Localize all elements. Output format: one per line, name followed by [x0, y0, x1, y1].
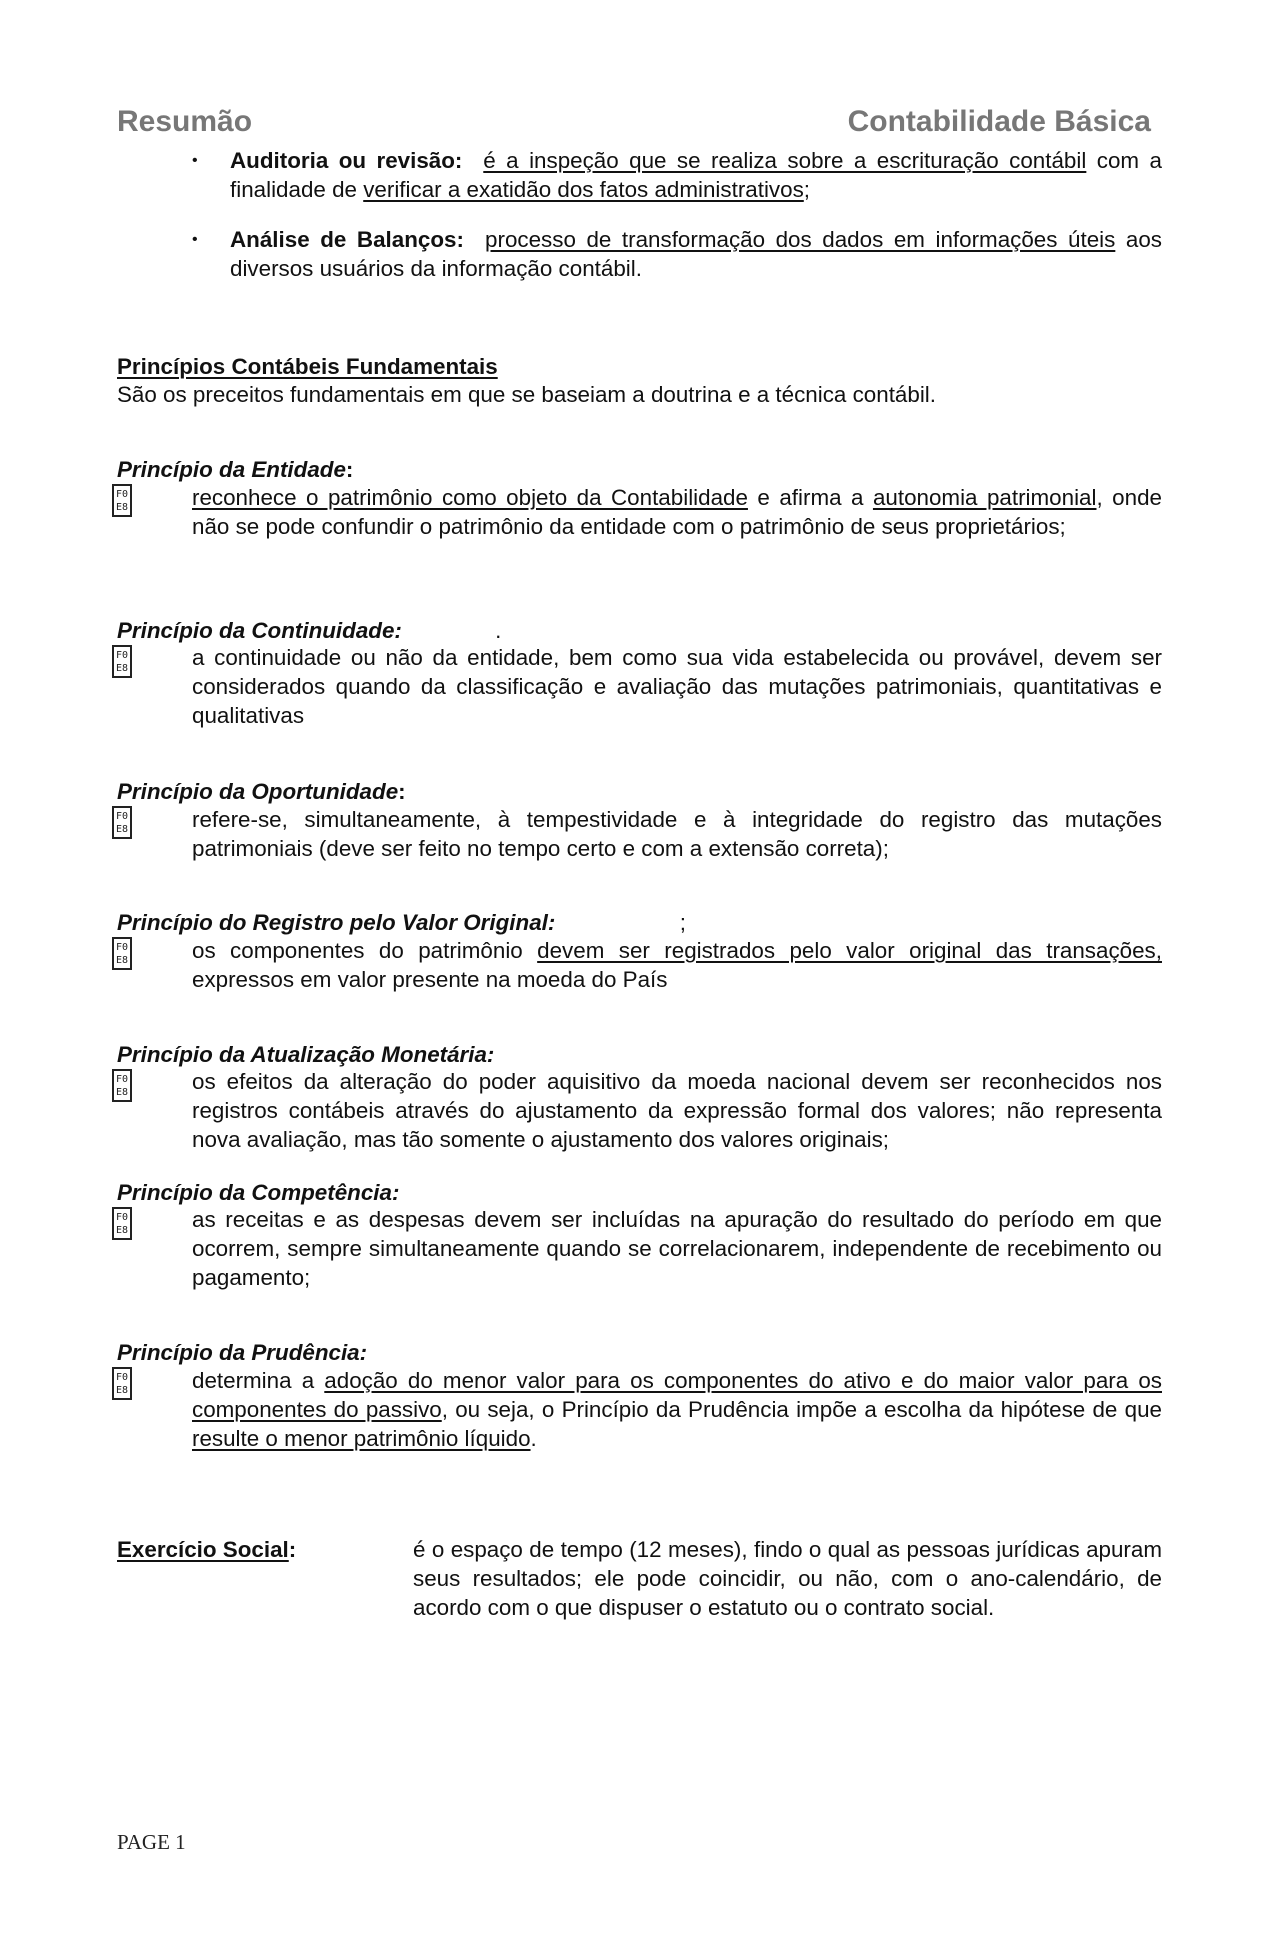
glyph-code-top: F0 — [115, 942, 129, 953]
section-title-text: Princípios Contábeis Fundamentais — [117, 354, 498, 379]
principle-text-part: as receitas e as despesas devem ser incluídas na apuração do resultado do período em que ocorrem, sempre simultaneamente quando se correlacionarem, independente de recebimento ou pagamento; — [192, 1207, 1162, 1290]
missing-glyph-icon — [112, 645, 132, 678]
principle-title-suffix: . — [401, 618, 502, 643]
principle-title — [117, 1178, 399, 1207]
principle-title — [117, 777, 406, 806]
principle-text-part: . — [530, 1426, 537, 1451]
principle-body — [192, 805, 1162, 863]
principle-title-text: Princípio da Continuidade: — [117, 618, 402, 643]
principle-title-suffix: : — [345, 457, 354, 482]
principle-text-part: , onde não se pode confundir o patrimônio da entidade com o patrimônio de seus proprietários; — [192, 485, 1162, 539]
bullet-item-analise — [192, 225, 1162, 283]
glyph-code-bottom: E8 — [115, 502, 129, 513]
missing-glyph-icon — [112, 1069, 132, 1102]
principle-text-part: a continuidade ou não da entidade, bem como sua vida estabelecida ou provável, devem ser considerados quando da classificação e avaliação das mutações patrimoniais, quantitativas e qualitativas — [192, 645, 1162, 728]
header-left-title: Resumão — [117, 105, 253, 138]
principle-body — [192, 483, 1162, 541]
principle-text-part: refere-se, simultaneamente, à tempestividade e à integridade do registro das mutações patrimoniais (deve ser feito no tempo certo e com a extensão correta); — [192, 807, 1162, 861]
exercicio-social-label — [117, 1535, 296, 1564]
missing-glyph-icon — [112, 806, 132, 839]
principle-text-part: , ou seja, o Princípio da Prudência impõe a escolha da hipótese de que — [441, 1397, 1162, 1422]
principle-body — [192, 1366, 1162, 1453]
bullet-text-part: ; — [803, 177, 811, 202]
glyph-code-top: F0 — [115, 1212, 129, 1223]
principle-text-part: resulte o menor patrimônio líquido — [192, 1426, 531, 1451]
principle-title — [117, 455, 353, 484]
principle-text-part: devem ser registrados pelo valor original das transações, — [537, 938, 1162, 963]
glyph-code-bottom: E8 — [115, 1385, 129, 1396]
glyph-code-bottom: E8 — [115, 1225, 129, 1236]
principle-title — [117, 908, 686, 937]
section-title — [117, 352, 498, 381]
glyph-code-bottom: E8 — [115, 1087, 129, 1098]
bullet-body — [230, 225, 1162, 283]
glyph-code-top: F0 — [115, 650, 129, 661]
principle-title-text: Princípio da Atualização Monetária: — [117, 1042, 495, 1067]
principle-title — [117, 616, 501, 645]
principle-title-text: Princípio da Entidade — [117, 457, 346, 482]
bullet-text-part: processo de transformação dos dados em informações úteis — [485, 227, 1116, 252]
exercicio-social-label-suffix: : — [288, 1537, 297, 1562]
glyph-code-top: F0 — [115, 489, 129, 500]
bullet-term: Auditoria ou revisão: — [230, 148, 463, 173]
bullet-text-part: aos diversos usuários da informação contábil. — [230, 227, 1162, 281]
bullet-text-part: com a finalidade de — [230, 148, 1162, 202]
exercicio-social-definition: é o espaço de tempo (12 meses), findo o qual as pessoas jurídicas apuram seus resultados; ele pode coincidir, ou não, com o ano-calendário, de acordo com o que dispuser o estatuto ou o contrato social. — [413, 1537, 1162, 1620]
principle-title-suffix: : — [398, 779, 406, 804]
missing-glyph-icon — [112, 937, 132, 970]
glyph-code-top: F0 — [115, 1074, 129, 1085]
principle-body — [192, 936, 1162, 994]
header-right-title: Contabilidade Básica — [847, 105, 1151, 138]
principle-title-text: Princípio do Registro pelo Valor Original: — [117, 910, 556, 935]
principle-text-part: determina a — [192, 1368, 325, 1393]
principle-title — [117, 1338, 367, 1367]
bullet-text-part: verificar a exatidão dos fatos administrativos — [363, 177, 804, 202]
missing-glyph-icon — [112, 1207, 132, 1240]
principle-title-text: Princípio da Prudência: — [117, 1340, 368, 1365]
missing-glyph-icon — [112, 1367, 132, 1400]
principle-title-text: Princípio da Competência: — [117, 1180, 400, 1205]
principle-text-part: os componentes do patrimônio — [192, 938, 538, 963]
principle-body — [192, 643, 1162, 730]
section-intro: São os preceitos fundamentais em que se baseiam a doutrina e a técnica contábil. — [117, 382, 936, 407]
glyph-code-bottom: E8 — [115, 955, 129, 966]
principle-text-part: reconhece o patrimônio como objeto da Contabilidade — [192, 485, 748, 510]
principle-title-suffix: ; — [555, 910, 686, 935]
principle-body — [192, 1205, 1162, 1292]
bullet-dot-icon: • — [192, 152, 198, 169]
exercicio-social-label-text: Exercício Social — [117, 1537, 289, 1562]
bullet-term: Análise de Balanços: — [230, 227, 464, 252]
principle-body — [192, 1067, 1162, 1154]
principle-text-part: e afirma a — [747, 485, 873, 510]
bullet-text-part: é a inspeção que se realiza sobre a escrituração contábil — [483, 148, 1087, 173]
principle-text-part: adoção do menor valor para os componentes do ativo e do maior valor para os componentes do passivo — [192, 1368, 1162, 1422]
glyph-code-top: F0 — [115, 1372, 129, 1383]
page-number: PAGE 1 — [117, 1830, 186, 1854]
glyph-code-bottom: E8 — [115, 824, 129, 835]
principle-text-part: expressos em valor presente na moeda do País — [192, 967, 668, 992]
glyph-code-bottom: E8 — [115, 663, 129, 674]
bullet-item-auditoria — [192, 146, 1162, 204]
principle-title-text: Princípio da Oportunidade — [117, 779, 399, 804]
missing-glyph-icon — [112, 484, 132, 517]
bullet-dot-icon: • — [192, 231, 198, 248]
principle-title — [117, 1040, 494, 1069]
principle-text-part: autonomia patrimonial — [872, 485, 1097, 510]
bullet-body — [230, 146, 1162, 204]
principle-text-part: os efeitos da alteração do poder aquisitivo da moeda nacional devem ser reconhecidos nos registros contábeis através do ajustamento da expressão formal dos valores; não representa nova avaliação, mas tão somente o ajustamento dos valores originais; — [192, 1069, 1162, 1152]
glyph-code-top: F0 — [115, 811, 129, 822]
